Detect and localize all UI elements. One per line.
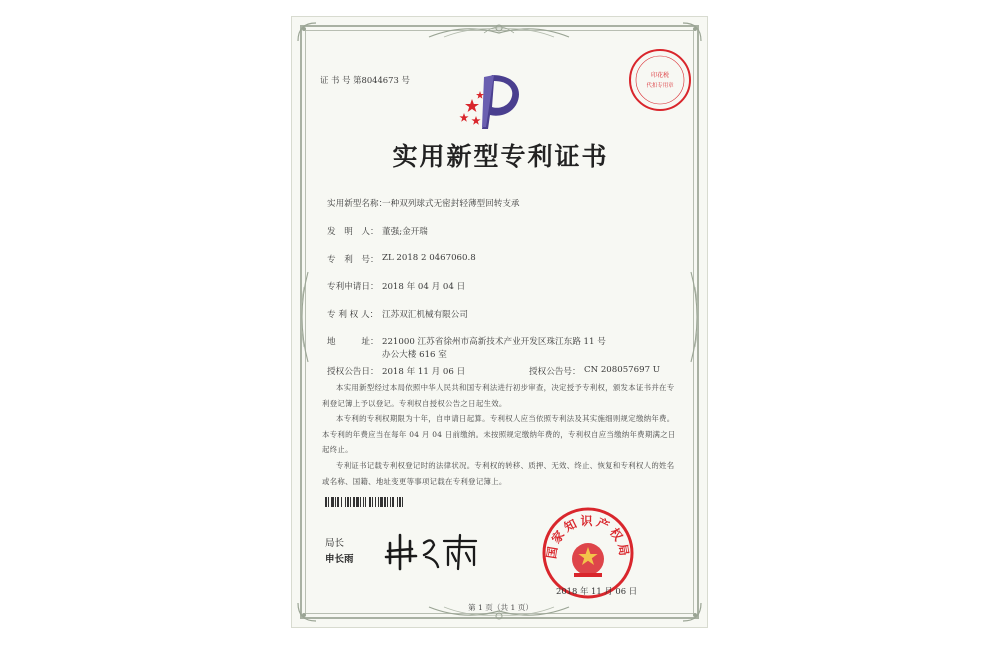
barcode-bar (331, 497, 334, 507)
field-value-grant-number: CN 208057697 U (584, 365, 661, 375)
certificate-number: 证 书 号 第8044673 号 (320, 75, 410, 85)
field-label-grant-number: 授权公告号： (529, 367, 581, 377)
barcode-bar (372, 497, 373, 507)
svg-text:代扣专用章: 代扣专用章 (646, 83, 674, 89)
field-label-inventor: 发 明 人： (327, 227, 379, 237)
barcode-bar (402, 497, 403, 507)
field-value-address-line1: 221000 江苏省徐州市高新技术产业开发区珠江东路 11 号 (382, 337, 606, 347)
barcode-bar (378, 497, 379, 507)
barcode-bar (328, 497, 329, 507)
director-signature (382, 529, 482, 573)
field-value-patent-number: ZL 2018 2 0467060.8 (382, 253, 476, 263)
field-value-application-date: 2018 年 04 月 04 日 (382, 282, 466, 292)
barcode-bar (365, 497, 366, 507)
barcode-bar (399, 497, 401, 507)
certificate-title: 实用新型专利证书 (392, 142, 609, 171)
barcode-bar (392, 497, 394, 507)
paragraph-record-statement: 专利证书记载专利权登记时的法律状况。专利权的转移、质押、无效、终止、恢复和专利权人的姓名或名称、国籍、地址变更等事项记载在专利登记簿上。 (322, 461, 675, 486)
barcode-bar (375, 497, 376, 507)
top-ornament (424, 19, 574, 41)
seal-date: 2018 年 11 月 06 日 (556, 586, 638, 596)
field-label-grant-date: 授权公告日： (327, 367, 379, 377)
barcode-bar (353, 497, 355, 507)
barcode-bar (345, 497, 346, 507)
field-value-address-line2: 办公大楼 616 室 (382, 350, 447, 360)
barcode-bar (341, 497, 342, 507)
left-ornament (294, 267, 312, 367)
field-label-patent-number: 专 利 号： (327, 255, 379, 265)
barcode-bar (360, 497, 361, 507)
field-label-address: 地 址： (327, 337, 379, 347)
barcode-bar (325, 497, 327, 507)
right-ornament (687, 267, 705, 367)
barcode-bar (380, 497, 383, 507)
barcode (325, 497, 460, 507)
field-value-utility-model-name: 一种双列球式无密封轻薄型回转支承 (382, 199, 520, 209)
director-name: 申长雨 (325, 554, 354, 565)
patent-office-logo (458, 69, 530, 133)
barcode-bar (384, 497, 386, 507)
field-value-patentee: 江苏双汇机械有限公司 (382, 310, 468, 320)
field-value-inventor: 董强;金开瑞 (382, 227, 428, 237)
corner-ornament-tr (681, 21, 703, 43)
barcode-bar (397, 497, 398, 507)
svg-text:印花税: 印花税 (650, 72, 670, 79)
field-value-grant-date: 2018 年 11 月 06 日 (382, 367, 466, 377)
field-label-patentee: 专 利 权 人： (327, 310, 379, 320)
barcode-bar (337, 497, 339, 507)
barcode-bar (335, 497, 336, 507)
corner-ornament-tl (296, 21, 318, 43)
barcode-bar (390, 497, 391, 507)
tax-stamp (627, 47, 693, 113)
seal-text: 国家知识产权局 (544, 514, 632, 560)
field-label-utility-model-name: 实用新型名称： (327, 199, 388, 209)
barcode-bar (356, 497, 359, 507)
paragraph-grant-statement: 本实用新型经过本局依照中华人民共和国专利法进行初步审查，决定授予专利权，颁发本证书并在专利登记簿上予以登记。专利权自授权公告之日起生效。 (322, 383, 675, 408)
barcode-bar (369, 497, 371, 507)
barcode-bar (350, 497, 351, 507)
page-footer: 第 1 页（共 1 页） (468, 603, 533, 612)
paragraph-term-statement: 本专利的专利权期限为十年，自申请日起算。专利权人应当依照专利法及其实施细则规定缴纳年费。本专利的年费应当在每年 04 月 04 日前缴纳。未按照规定缴纳年费的，专利权自应当缴纳年费期满之日起终止。 (322, 414, 676, 454)
field-label-application-date: 专利申请日： (327, 282, 379, 292)
barcode-bar (387, 497, 388, 507)
patent-certificate (291, 16, 708, 628)
barcode-bar (347, 497, 349, 507)
director-title: 局长 (325, 538, 345, 549)
barcode-bar (363, 497, 364, 507)
